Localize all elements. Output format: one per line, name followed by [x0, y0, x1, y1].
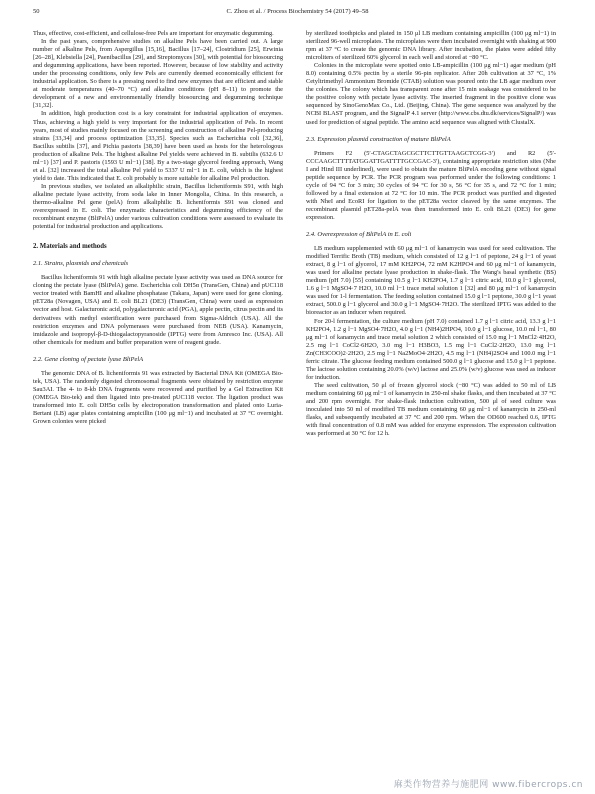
left-column: [33, 30, 283, 426]
paragraph: The genomic DNA of B. licheniformis 91 was extracted by Bacterial DNA Kit (OMEGA Bio-tek, USA). The randomly digested chromosomal fragments were obtained by restriction enzyme Sau3AI. The 4- to 8-kb DNA fragments were recovered and purified by a Gel Extraction Kit (OMEGA Bio-tek) and then ligated into pre-treated pUC118 vector. The ligation product was transformed into E. coli DH5α cells by electroporation transformation and plated onto Luria-Bertani (LB) agar plates containing ampicillin (100 μg ml−1) and incubated at 37 °C overnight. Grown colonies were picked: [33, 369, 283, 426]
subsection-heading: 2.1. Strains, plasmids and chemicals: [33, 260, 129, 268]
paragraph: Thus, effective, cost-efficient, and cellulose-free Pels are important for enzymatic degumming.: [33, 30, 274, 37]
page-number: 50: [33, 8, 40, 15]
paragraph: For 20-l fermentation, the culture medium (pH 7.0) contained 1.7 g l−1 citric acid, 13.3 g l−1 KH2PO4, 1.2 g l−1 MgSO4·7H2O, 4.0 g l−1 (NH4)2HPO4, 10.0 g l−1 glucose, 10.0 ml l−1, 80 μg ml−1 of kanamycin and trace metal solution 2 which consisted of 15.0 mg l−1 MnCl2·4H2O, 2.5 mg l−1 CoCl2·6H2O, 3.0 mg l−1 H3BO3, 1.5 mg l−1 CuCl2·2H2O, 13.0 mg l−1 Zn(CH3COO)2·2H2O, 2.5 mg l−1 Na2MoO4·2H2O, 4.5 mg l−1 (NH4)2SO4 and 100.0 mg l−1 ferric citrate. The glucose feeding medium contained 500.0 g l−1 glucose and 15.0 g l−1 peptone. The lactose solution containing 20.0% (w/v) lactose and 25.0% (w/v) glucose was used as inducer for induction.: [306, 317, 556, 381]
paragraph: Primers F2 (5′-CTAGCTAGCGCTTCTTGTTAAGCTCGG-3′) and R2 (5′-CCCAAGCTTTTATGGATTGATTTTGCCGAC-3′), containing appropriate restriction sites (Nhe I and Hind III underlined), were used to obtain the mature BliPelA encoding gene without signal peptide sequence by PCR. The PCR program was performed under the following conditions: 1 cycle of 94 °C for 3 min; 30 cycles of 94 °C for 30 s, 56 °C for 35 s, and 72 °C for 1 min; followed by a final extension at 72 °C for 10 min. The PCR product was purified and digested with NheI and EcoRI for ligation to the pET28a vector cleaved by the same enzymes. The recombinant plasmid pET28a-pelA was then transformed into E. coli BL21 (DE3) for gene expression.: [306, 149, 556, 221]
paragraph: In the past years, comprehensive studies on alkaline Pels have been carried out. A large number of alkaline Pels, from Aspergillus [15,16], Bacillus [17–24], Clostridium [25], Erwinia [26–28], Klebsiella [24], Paenibacillus [29], and Streptomyces [30], with potential for biosourcing and degumming applications, have been reported. However, because of low stability and activity under the processing conditions, only few Pels are currently deemed economically efficient for industrial application. So there is a pressing need to find new enzymes that are efficient and stable at moderate temperatures (40–70 °C) and alkaline conditions (pH 8–11) to promote the development of a new and environmentally friendly biosourcing and degumming technique [31,32].: [33, 38, 283, 110]
paragraph: Bacillus licheniformis 91 with high alkaline pectate lyase activity was used as DNA source for cloning the pectate lyase (BliPelA) gene. Escherichia coli DH5α (TransGen, China) and pUC118 vector treated with BamHI and alkaline phosphatase (Takara, Japan) were used for gene cloning. pET28a (Novagen, USA) and E. coli BL21 (DE3) (TransGen, China) were used as expression vector and host. Galacturonic acid, polygalacturonic acid (PGA), apple pectin, citrus pectin and its derivatives with methyl esterification were purchased from Sigma-Aldrich (USA). All the restriction enzymes and DNA polymerases were purchased from NEB (USA). Kanamycin, imidazole and isopropyl-β-D-thiogalactopyranoside (IPTG) were from Amresco Inc. (USA). All other chemicals for medium and buffer preparation were of reagent grade.: [33, 274, 283, 346]
paragraph: The seed cultivation, 50 μl of frozen glycerol stock (−80 °C) was added to 50 ml of LB medium containing 60 μg ml−1 of kanamycin in 250-ml shake flasks, and then incubated at 37 °C and 200 rpm overnight. For shake-flask induction cultivation, 500 μl of seed culture was inoculated into 50 ml of modified TB medium containing 60 μg ml−1 of kanamycin in 250-ml flasks, and subsequently incubated at 37 °C and 200 rpm. When the OD600 reached 0.6, IPTG with final concentration of 0.8 mM was added for enzyme expression. The expression cultivation was performed at 30 °C for 12 h.: [306, 381, 556, 438]
paragraph: Colonies in the microplate were spotted onto LB-ampicillin (100 μg ml−1) agar medium (pH 8.0) containing 0.5% pectin by a sterile 96-pin replicator. After 20h cultivation at 37 °C, 1% Cetyltrimethyl Ammonium Bromide (CTAB) solution was poured onto the LB agar medium over the colonies. The colony which has transparent zone after 15 min soakage was considered to be the positive colony with pectate lyase activity. The inserted fragment in the positive clone was sequenced by SinoGenoMax Co., Ltd. (Beijing, China). The gene sequence was analyzed by the NCBI BLAST program, and the SignalP 4.1 server (http://www.cbs.dtu.dk/services/SignalP/) was used for prediction of signal peptide. The amino acid sequence was aligned with ClustalX.: [306, 62, 556, 126]
subsection-heading: 2.4. Overexpression of BliPelA in E. coli: [306, 231, 412, 239]
right-column: [306, 30, 556, 438]
paragraph: In addition, high production cost is a key constraint for industrial application of enzymes. Thus, achieving a high yield is very important for the industrial application of Pels. In recent years, most of studies mainly focused on the screening and construction of alkaline Pel-producing strains [33,34] and process optimization [33,35]. Species such as Escherichia coli [32,36], Bacillus subtilis [37], and Pichia pastoris [38,39] have been used as hosts for the heterologous production of alkaline Pels. The highest alkaline Pel yields were achieved in B. subtilis (632.6 U ml−1) [37] and P. pastoris (1593 U ml−1) [38]. By a two-stage glycerol feeding approach, Wang et al. [32] increased the total alkaline Pel yield to 5337 U ml−1 in E. coli, which is the highest yield to date. This indicated that E. coli probably is more suitable for alkaline Pel production.: [33, 110, 283, 182]
paragraph: by sterilized toothpicks and plated in 150 μl LB medium containing ampicillin (100 μg ml−1) in sterilized 96-well microplates. The microplates were then incubated overnight with shaking at 900 rpm at 37 °C to create the genomic DNA library. After incubation, the plates were added fifty microliters of sterilized 60% glycerol in each well and stored at −80 °C.: [306, 30, 556, 62]
paragraph: In previous studies, we isolated an alkaliphilic strain, Bacillus licheniformis S91, with high alkaline pectate lyase activity, from soda lake in Inner Mongolia, China. In this research, a thermo-alkaline Pel gene (pelA) from alkaliphilic B. licheniformis S91 was cloned and overexpressed in E. coli. The enzymatic characteristics and degumming efficiency of the recombinant enzyme (BliPelA) under various cultivation conditions were assessed to evaluate its potential for industrial production and applications.: [33, 182, 283, 231]
section-heading: 2. Materials and methods: [33, 243, 107, 251]
subsection-heading: 2.2. Gene cloning of pectate lyase BliPelA: [33, 355, 144, 363]
running-head: C. Zhou et al. / Process Biochemistry 54 (2017) 49–58: [226, 8, 369, 15]
page-header: [0, 0, 595, 30]
paragraph: LB medium supplemented with 60 μg ml−1 of kanamycin was used for seed cultivation. The modified Terrific Broth (TB) medium, which consisted of 12 g l−1 of peptone, 24 g l−1 of yeast extract, 8 g l−1 of glycerol, 17 mM KH2PO4, 72 mM K2HPO4 and 60 μg ml−1 of kanamycin, was used for alkaline pectate lyase production in shake-flask. The Wang's basal synthetic (BS) medium (pH 7.0) [55] containing 10.5 g l−1 KH2PO4, 1.7 g l−1 citric acid, 10.0 g l−1 glycerol, 1.6 g l−1 MgSO4·7 H2O, 10.0 ml l−1 trace metal solution 1 [32] and 80 μg ml−1 of kanamycin was used for 1-l fermentation. The feeding solution contained 15.0 g l−1 peptone, 30.0 g l−1 yeast extract, 500.0 g l−1 glycerol and 30.0 g l−1 MgSO4·7H2O. The sterilized IPTG was added to the bioreactor as an inducer when required.: [306, 245, 556, 317]
subsection-heading: 2.3. Expression plasmid construction of mature BliPelA: [306, 135, 451, 143]
watermark: 麻类作物营养与施肥网 www.fibercrops.cn: [393, 780, 583, 790]
